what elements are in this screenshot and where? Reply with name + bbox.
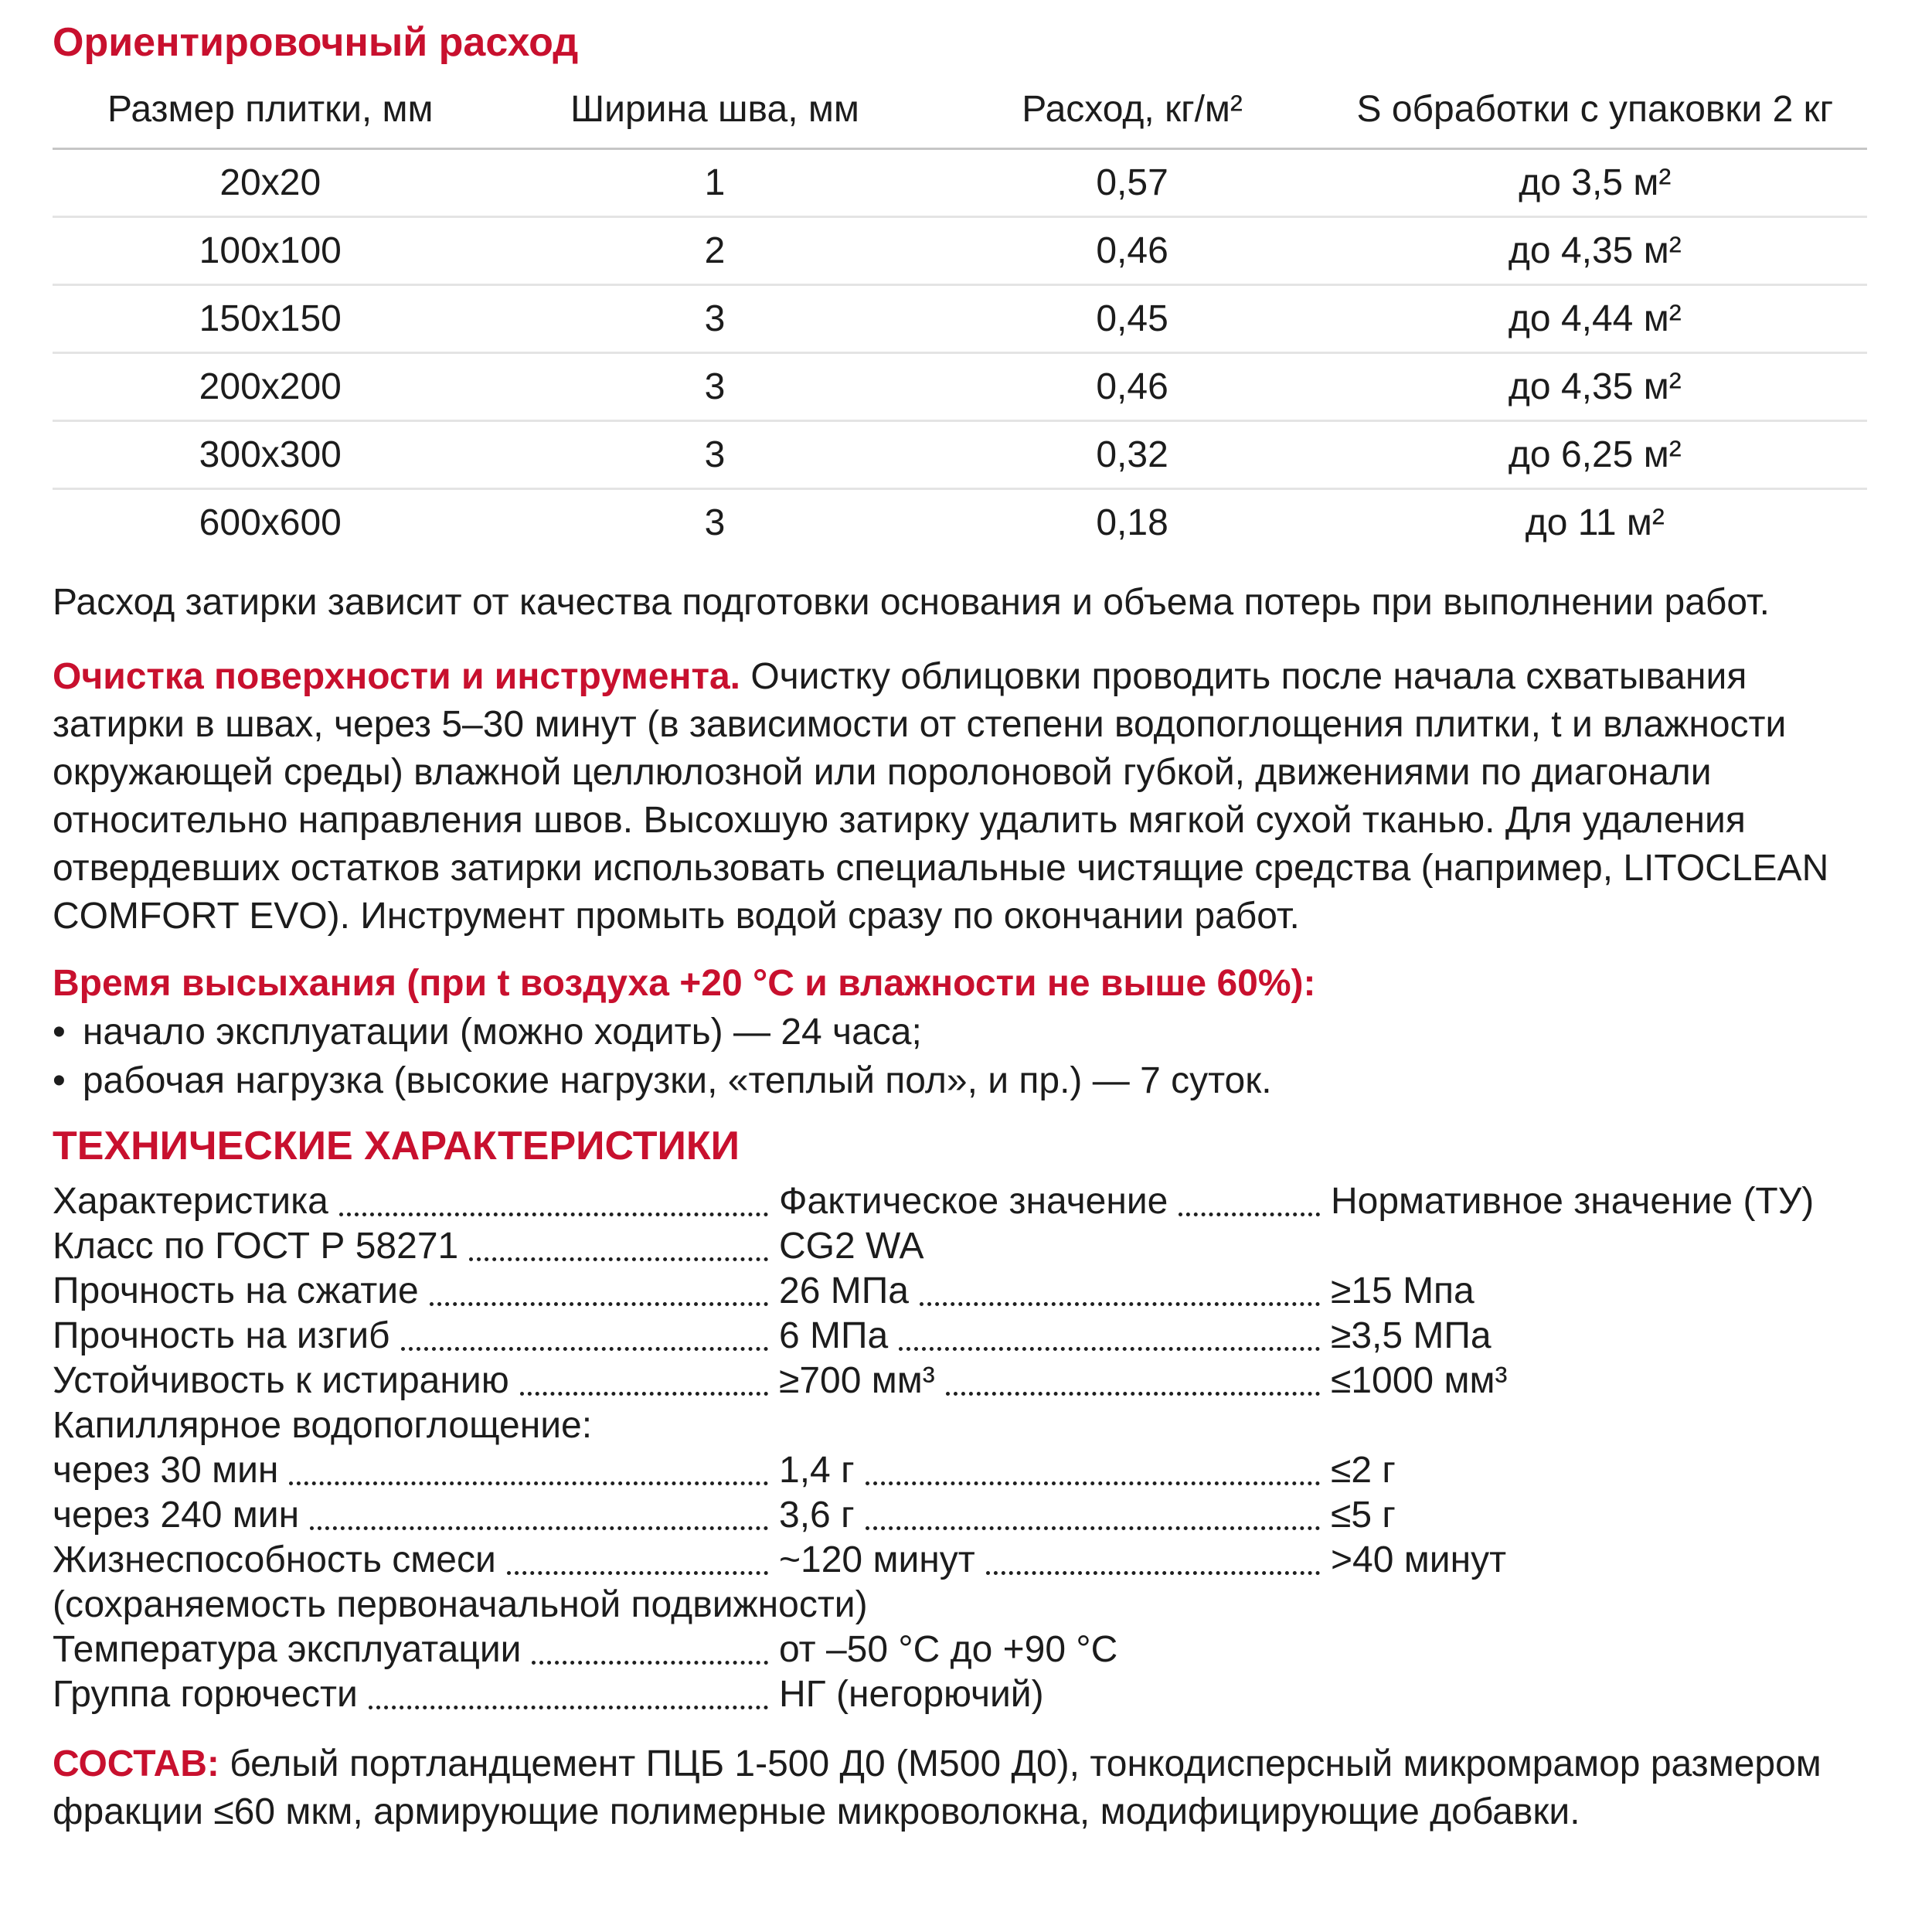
tech-row (53, 1314, 1867, 1359)
table-cell: до 4,35 м² (1323, 352, 1867, 420)
tech-label: Температура эксплуатации (53, 1628, 522, 1670)
tech-label: через 30 мин (53, 1449, 279, 1491)
tech-row (53, 1583, 1867, 1628)
dot-leader (289, 1481, 768, 1485)
table-cell: 600х600 (53, 488, 488, 556)
consumption-title: Ориентировочный расход (53, 20, 579, 65)
tech-row (53, 1359, 1867, 1403)
table-cell: 20х20 (219, 162, 321, 203)
dot-leader (310, 1526, 768, 1530)
tech-actual: CG2 WA (779, 1225, 924, 1267)
tech-label: Прочность на изгиб (53, 1315, 390, 1356)
table-cell: 0,57 (1096, 162, 1168, 203)
cleaning-text: Очистку облицовки проводить после начала схватывания затирки в швах, через 5–30 минут (в зависимости от степени водопоглощения плитки, t и влажности окружающей среды) влажной целлюлозной или поролоновой губкой, движениями по диагонали относительно направления швов. Высохшую затирку удалить мягкой сухой тканью. Для удаления отвердевших остатков затирки использовать специальные чистящие средства (например, LITOCLEAN COMFORT EVO). Инструмент промыть водой сразу по окончании работ. (53, 655, 1829, 937)
tech-label: Жизнеспособность смеси (53, 1539, 496, 1580)
tech-row (53, 1538, 1867, 1583)
table-cell: до 4,44 м² (1323, 284, 1867, 352)
bullet-text: начало эксплуатации (можно ходить) — 24 часа; (82, 1011, 922, 1053)
tech-label: Устойчивость к истиранию (53, 1359, 509, 1401)
tech-row (53, 1448, 1867, 1493)
tech-norm: ≤2 г (1331, 1449, 1396, 1491)
table-row (53, 284, 1867, 352)
table-cell: до 3,5 м² (1519, 162, 1672, 203)
dot-leader (430, 1302, 768, 1306)
tech-actual: 6 МПа (779, 1315, 889, 1356)
table-row (53, 148, 1867, 216)
table-row (53, 216, 1867, 284)
tech-label: Класс по ГОСТ Р 58271 (53, 1225, 459, 1267)
tech-actual: ≥700 мм³ (779, 1359, 935, 1401)
tech-label: (сохраняемость первоначальной подвижности) (53, 1583, 868, 1625)
tech-row (53, 1403, 1867, 1448)
dot-leader (899, 1347, 1320, 1351)
dot-leader (532, 1661, 768, 1665)
table-cell: 0,45 (942, 284, 1323, 352)
tech-actual: Фактическое значение (779, 1180, 1168, 1222)
table-cell: 200х200 (53, 352, 488, 420)
tech-row (53, 1493, 1867, 1538)
consumption-table (53, 83, 1867, 556)
dot-leader (920, 1302, 1320, 1306)
table-cell: 0,18 (942, 488, 1323, 556)
tech-label: Капиллярное водопоглощение: (53, 1404, 593, 1446)
bullet-item (53, 1056, 1867, 1105)
col-header-tile-size: Размер плитки, мм (53, 83, 488, 149)
table-cell: 3 (488, 352, 942, 420)
tech-label: через 240 мин (53, 1494, 300, 1536)
cleaning-paragraph (53, 653, 1867, 940)
dot-leader (866, 1526, 1320, 1530)
col-header-coverage: S обработки с упаковки 2 кг (1323, 83, 1867, 149)
drying-title: Время высыхания (при t воздуха +20 °C и влажности не выше 60%): (53, 962, 1316, 1004)
bullet-text: рабочая нагрузка (высокие нагрузки, «теплый пол», и пр.) — 7 суток. (82, 1060, 1272, 1101)
table-cell: 3 (488, 284, 942, 352)
tech-actual: 1,4 г (779, 1449, 855, 1491)
tech-row (53, 1672, 1867, 1717)
bullet-icon: • (53, 1060, 66, 1101)
tech-norm: ≤1000 мм³ (1331, 1359, 1508, 1401)
table-cell: до 4,35 м² (1323, 216, 1867, 284)
tech-row (53, 1224, 1867, 1269)
tech-norm: >40 минут (1331, 1539, 1507, 1580)
tech-actual: 3,6 г (779, 1494, 855, 1536)
tech-characteristics (53, 1179, 1867, 1717)
dot-leader (520, 1392, 768, 1396)
table-row (53, 420, 1867, 488)
tech-row (53, 1269, 1867, 1314)
tech-row (53, 1179, 1867, 1224)
table-cell: 3 (488, 420, 942, 488)
bullet-icon: • (53, 1011, 66, 1053)
tech-title: ТЕХНИЧЕСКИЕ ХАРАКТЕРИСТИКИ (53, 1123, 740, 1168)
dot-leader (946, 1392, 1320, 1396)
tech-norm: ≥3,5 МПа (1331, 1315, 1492, 1356)
composition-text: белый портландцемент ПЦБ 1-500 Д0 (М500 Д0), тонкодисперсный микромрамор размером фракции ≤60 мкм, армирующие полимерные микроволокна, модифицирующие добавки. (53, 1743, 1821, 1832)
dot-leader (1179, 1213, 1320, 1216)
dot-leader (469, 1257, 768, 1261)
table-cell: 100х100 (53, 216, 488, 284)
table-cell: 3 (488, 488, 942, 556)
tech-label: Группа горючести (53, 1673, 358, 1715)
tech-norm: Нормативное значение (ТУ) (1331, 1180, 1815, 1222)
consumption-note: Расход затирки зависит от качества подготовки основания и объема потерь при выполнении работ. (53, 581, 1770, 623)
bullet-item (53, 1008, 1867, 1056)
dot-leader (339, 1213, 768, 1216)
composition-paragraph (53, 1740, 1867, 1836)
table-cell: 0,46 (942, 352, 1323, 420)
tech-actual: от –50 °C до +90 °C (779, 1628, 1118, 1670)
table-row (53, 488, 1867, 556)
col-header-consumption: Расход, кг/м² (942, 83, 1323, 149)
table-cell: 2 (488, 216, 942, 284)
tech-label: Характеристика (53, 1180, 328, 1222)
tech-actual: ~120 минут (779, 1539, 975, 1580)
table-cell: до 11 м² (1323, 488, 1867, 556)
tech-label: Прочность на сжатие (53, 1270, 419, 1311)
composition-lead: СОСТАВ: (53, 1743, 219, 1784)
tech-row (53, 1628, 1867, 1672)
tech-actual: 26 МПа (779, 1270, 909, 1311)
table-header-row (53, 83, 1867, 149)
table-cell: 0,46 (942, 216, 1323, 284)
dot-leader (401, 1347, 768, 1351)
table-cell: до 6,25 м² (1323, 420, 1867, 488)
table-cell: 150х150 (53, 284, 488, 352)
drying-bullet-list (53, 1008, 1867, 1105)
cleaning-lead: Очистка поверхности и инструмента. (53, 655, 740, 697)
dot-leader (369, 1706, 768, 1709)
tech-norm: ≤5 г (1331, 1494, 1396, 1536)
tech-norm: ≥15 Мпа (1331, 1270, 1475, 1311)
dot-leader (986, 1571, 1320, 1575)
table-cell: 300х300 (53, 420, 488, 488)
col-header-joint-width: Ширина шва, мм (488, 83, 942, 149)
dot-leader (507, 1571, 768, 1575)
tech-actual: НГ (негорючий) (779, 1673, 1044, 1715)
table-cell: 1 (704, 162, 726, 203)
dot-leader (866, 1481, 1320, 1485)
table-cell: 0,32 (942, 420, 1323, 488)
table-row (53, 352, 1867, 420)
